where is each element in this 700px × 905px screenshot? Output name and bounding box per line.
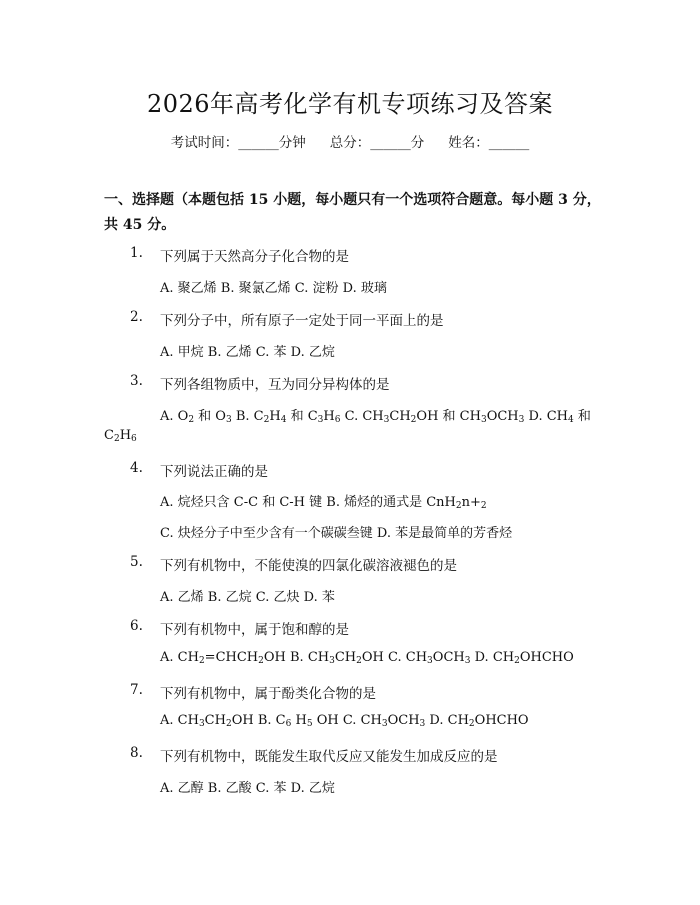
question-number: 6. bbox=[130, 618, 143, 634]
question-6-options: A. $CH_2=CHCH_2OH$ B. $CH_3CH_2OH$ C. $CH_3OCH_3$ D. $CH_2OHCHO$ bbox=[160, 650, 574, 666]
question-5-options: A. 乙烯 B. 乙烷 C. 乙炔 D. 苯 bbox=[160, 590, 335, 605]
question-number: 7. bbox=[130, 682, 143, 698]
student-name-field: 姓名：______ bbox=[448, 135, 530, 151]
question-text: 下列说法正确的是 bbox=[160, 464, 268, 480]
question-number: 3. bbox=[130, 373, 143, 389]
question-3-options: A. $O_2$ 和 $O_3$ B. $C_2H_4$ 和 $C_3H_6$ C. $CH_3CH_2OH$ 和 $CH_3OCH_3$ D. $CH_4$ 和 bbox=[160, 409, 591, 425]
question-4-options-line1: A. 烷烃只含 C-C 和 C-H 键 B. 烯烃的通式是 $CnH_2n+_2$ bbox=[160, 495, 487, 511]
question-number: 4. bbox=[130, 460, 143, 476]
question-3-options-continued: $C_2H_6$ bbox=[104, 428, 137, 444]
exam-time-field: 考试时间：______分钟 bbox=[170, 135, 306, 151]
question-text: 下列有机物中，既能发生取代反应又能发生加成反应的是 bbox=[160, 749, 498, 765]
question-8-options: A. 乙醇 B. 乙酸 C. 苯 D. 乙烷 bbox=[160, 781, 335, 796]
question-number: 2. bbox=[130, 309, 143, 325]
question-text: 下列有机物中，不能使溴的四氯化碳溶液褪色的是 bbox=[160, 558, 457, 574]
section-heading: 一、选择题（本题包括 15 小题，每小题只有一个选项符合题意。每小题 3 分，共 45 分。 bbox=[104, 192, 601, 233]
page-title: 2026年高考化学有机专项练习及答案 bbox=[146, 90, 554, 118]
question-number: 8. bbox=[130, 745, 143, 761]
total-score-field: 总分：______分 bbox=[329, 135, 425, 151]
question-text: 下列分子中，所有原子一定处于同一平面上的是 bbox=[160, 313, 444, 329]
question-1-options: A. 聚乙烯 B. 聚氯乙烯 C. 淀粉 D. 玻璃 bbox=[160, 281, 387, 296]
question-number: 1. bbox=[130, 245, 143, 261]
question-number: 5. bbox=[130, 554, 143, 570]
question-text: 下列属于天然高分子化合物的是 bbox=[160, 249, 349, 265]
question-text: 下列各组物质中，互为同分异构体的是 bbox=[160, 377, 390, 393]
question-text: 下列有机物中，属于饱和醇的是 bbox=[160, 622, 349, 638]
question-2-options: A. 甲烷 B. 乙烯 C. 苯 D. 乙烷 bbox=[160, 345, 335, 360]
question-4-options-line2: C. 炔烃分子中至少含有一个碳碳叁键 D. 苯是最简单的芳香烃 bbox=[160, 526, 513, 541]
question-text: 下列有机物中，属于酚类化合物的是 bbox=[160, 686, 376, 702]
exam-meta-line bbox=[0, 131, 700, 151]
question-7-options: A. $CH_3CH_2OH$ B. $C_6$ $H_5$ OH C. $CH_3OCH_3$ D. $CH_2OHCHO$ bbox=[160, 713, 529, 729]
